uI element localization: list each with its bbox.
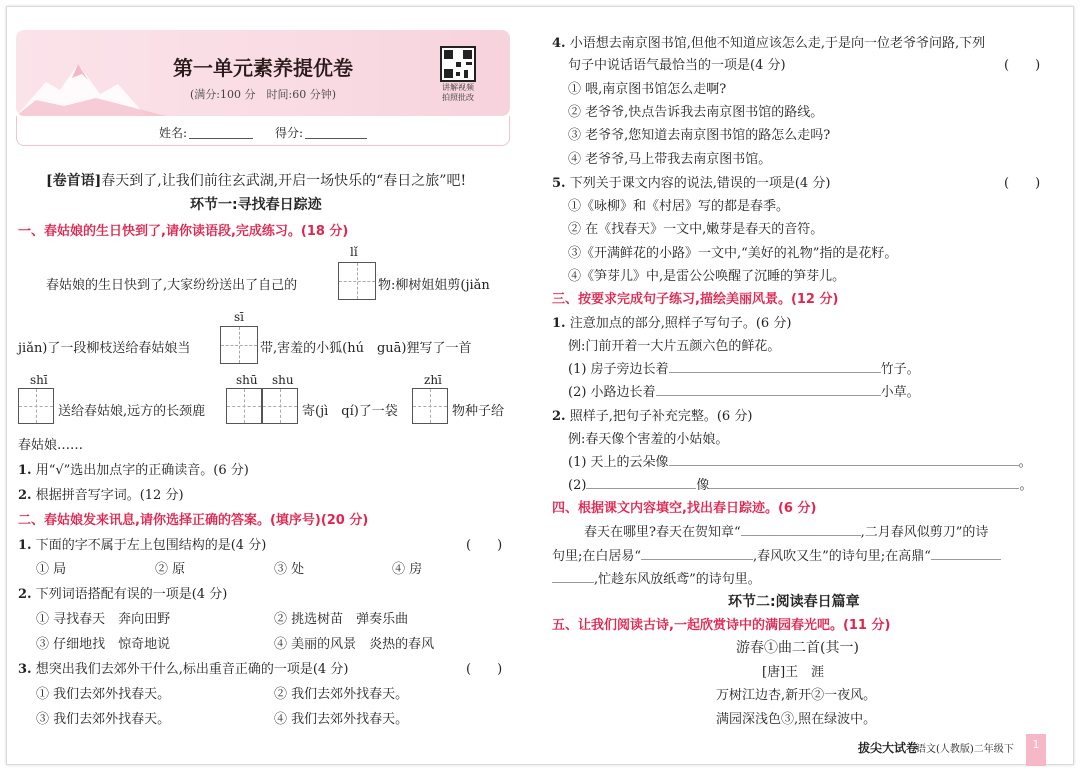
passage-line: 送给春姑娘,远方的长颈鹿: [58, 404, 206, 419]
pinyin: shū: [236, 373, 258, 387]
question: [552, 405, 752, 424]
question-number: 1.: [18, 463, 32, 478]
option[interactable]: ③ 我们去郊外找春天。: [36, 712, 171, 727]
question-text: 根据拼音写字词。(12 分): [35, 488, 184, 503]
option[interactable]: ① 喂,南京图书馆怎么走啊?: [568, 82, 727, 97]
option[interactable]: ② 我们去郊外找春天。: [274, 687, 409, 702]
answer-blank[interactable]: [709, 477, 1019, 489]
question-number: 1.: [552, 316, 566, 331]
passage-line: 物种子给: [452, 404, 505, 419]
question: [18, 583, 227, 602]
option[interactable]: ①《咏柳》和《村居》写的都是春季。: [568, 199, 790, 214]
option[interactable]: ④ 美丽的风景 炎热的春风: [274, 637, 435, 652]
option[interactable]: ② 在《找春天》一文中,嫩芽是春天的音符。: [568, 222, 824, 237]
answer-box[interactable]: [18, 388, 54, 424]
passage-line: 春姑娘的生日快到了,大家纷纷送出了自己的: [46, 278, 298, 293]
fill-line: [568, 381, 920, 400]
fill-mid: ,春风吹又生”的诗句里;在高鼎“: [753, 549, 931, 564]
fill-suffix: 。: [1019, 478, 1033, 493]
option[interactable]: ③ 处: [274, 562, 305, 577]
page-title: 第一单元素养提优卷: [173, 56, 353, 80]
question-text: 注意加点的部分,照样子写句子。(6 分): [569, 316, 792, 331]
option[interactable]: ② 老爷爷,快点告诉我去南京图书馆的路线。: [568, 105, 824, 120]
option[interactable]: ④ 老爷爷,马上带我去南京图书馆。: [568, 152, 772, 167]
name-field[interactable]: [189, 125, 253, 139]
question-number: 1.: [18, 538, 32, 553]
exam-meta: (满分:100 分 时间:60 分钟): [190, 88, 336, 101]
section-heading: 二、春姑娘发来讯息,请你选择正确的答案。(填序号)(20 分): [18, 513, 369, 528]
answer-paren[interactable]: ( ): [466, 538, 503, 553]
question-text: 下列关于课文内容的说法,错误的一项是(4 分): [569, 176, 831, 191]
fill-suffix: ,二月春风似剪刀”的诗: [860, 525, 989, 540]
fill-prefix: (2) 小路边长着: [568, 385, 656, 400]
section-title-2: 环节二:阅读春日篇章: [728, 594, 860, 610]
name-label: 姓名:: [159, 126, 188, 140]
fill-line: [552, 568, 761, 587]
intro: [46, 170, 466, 190]
question: [18, 484, 184, 503]
section-heading: 四、根据课文内容填空,找出春日踪迹。(6 分): [552, 501, 817, 516]
fill-line: [568, 358, 920, 377]
pinyin: sī: [234, 310, 244, 324]
passage-line: 物:柳树姐姐剪(jiǎn: [378, 278, 490, 293]
score-field[interactable]: [305, 125, 367, 139]
header-banner: [16, 30, 510, 116]
passage-line: 春姑娘……: [18, 438, 84, 453]
answer-box[interactable]: [338, 262, 376, 300]
section-heading: 一、春姑娘的生日快到了,请你读语段,完成练习。(18 分): [18, 224, 349, 239]
question-number: 4.: [552, 36, 566, 51]
fill-suffix: 竹子。: [880, 362, 920, 377]
answer-box[interactable]: [412, 388, 448, 424]
answer-box[interactable]: [226, 388, 262, 424]
fill-line: [568, 474, 1032, 493]
fill-prefix: 春天在哪里?春天在贺知章“: [584, 525, 741, 540]
fill-line: [584, 521, 988, 540]
question: [552, 32, 985, 51]
footer-brand: 拔尖大试卷: [858, 741, 919, 755]
question-text: 下面的字不属于左上包围结构的是(4 分): [35, 538, 267, 553]
footer-text: 语文(人教版)二年级下: [916, 744, 1014, 755]
answer-blank[interactable]: [586, 477, 696, 489]
fill-line: [568, 451, 1032, 470]
question-text: 想突出我们去郊外干什么,标出重音正确的一项是(4 分): [35, 662, 349, 677]
poem-author: [唐]王 涯: [762, 665, 825, 680]
poem-title: 游春①曲二首(其一): [736, 640, 859, 656]
option[interactable]: ③ 仔细地找 惊奇地说: [36, 637, 171, 652]
example: 例:春天像个害羞的小姑娘。: [568, 432, 729, 447]
question-text: 小语想去南京图书馆,但他不知道应该怎么走,于是向一位老爷爷问路,下列: [569, 36, 986, 51]
section-heading: 五、让我们阅读古诗,一起欣赏诗中的满园春光吧。(11 分): [552, 618, 891, 633]
poem-line: 满园深浅色③,照在绿波中。: [716, 712, 877, 727]
question-number: 3.: [18, 662, 32, 677]
fill-prefix: (1) 房子旁边长着: [568, 362, 669, 377]
passage-line: jiǎn)了一段柳枝送给春姑娘当: [18, 341, 191, 356]
question-number: 2.: [18, 587, 32, 602]
option[interactable]: ② 原: [155, 562, 186, 577]
option[interactable]: ④ 我们去郊外找春天。: [274, 712, 409, 727]
qr-code-icon[interactable]: [440, 46, 476, 82]
fill-suffix: ,忙趁东风放纸鸢”的诗句里。: [594, 572, 761, 587]
pinyin: shī: [30, 373, 48, 387]
option[interactable]: ③《开满鲜花的小路》一文中,“美好的礼物”指的是花籽。: [568, 246, 898, 261]
qr-label: 讲解视频 拍照批改: [442, 83, 474, 102]
option[interactable]: ② 挑选树苗 弹奏乐曲: [274, 612, 409, 627]
question-number: 5.: [552, 176, 566, 191]
score-label: 得分:: [275, 126, 304, 140]
answer-blank[interactable]: [669, 454, 1019, 466]
pinyin: zhī: [424, 373, 442, 387]
question: [18, 658, 348, 677]
intro-tag: [卷首语]: [46, 173, 102, 189]
fill-mid: 像: [696, 478, 710, 493]
intro-text: 春天到了,让我们前往玄武湖,开启一场快乐的“春日之旅”吧!: [101, 173, 467, 189]
question-text: 照样子,把句子补充完整。(6 分): [569, 409, 753, 424]
fill-prefix: (1) 天上的云朵像: [568, 455, 669, 470]
option[interactable]: ④《笋芽儿》中,是雷公公唤醒了沉睡的笋芽儿。: [568, 269, 846, 284]
answer-blank[interactable]: [931, 548, 1001, 560]
poem-line: 万树江边杏,新开②一夜风。: [716, 688, 877, 703]
example: 例:门前开着一大片五颜六色的鲜花。: [568, 339, 781, 354]
answer-box[interactable]: [220, 326, 258, 364]
question: [18, 459, 249, 478]
question: [552, 312, 791, 331]
fill-suffix: 小草。: [880, 385, 920, 400]
option[interactable]: ① 寻找春天 奔向田野: [36, 612, 171, 627]
option[interactable]: ④ 房: [392, 562, 423, 577]
passage-line: 带,害羞的小狐(hú guā)狸写了一首: [260, 341, 472, 356]
answer-paren[interactable]: ( ): [466, 662, 503, 677]
pinyin: lǐ: [350, 245, 358, 259]
fill-prefix: 句里;在白居易“: [552, 549, 642, 564]
option[interactable]: ① 局: [36, 562, 67, 577]
answer-blank[interactable]: [552, 571, 594, 583]
pinyin: shu: [272, 373, 294, 387]
answer-blank[interactable]: [641, 548, 753, 560]
option[interactable]: ③ 老爷爷,您知道去南京图书馆的路怎么走吗?: [568, 128, 831, 143]
answer-blank[interactable]: [669, 361, 881, 373]
section-heading: 三、按要求完成句子练习,描绘美丽风景。(12 分): [552, 292, 839, 307]
option[interactable]: ① 我们去郊外找春天。: [36, 687, 171, 702]
answer-paren[interactable]: ( ): [1004, 58, 1041, 73]
question-text: 下列词语搭配有误的一项是(4 分): [35, 587, 228, 602]
info-bar: [16, 116, 510, 146]
question: [552, 172, 830, 191]
question-text: 用“√”选出加点字的正确读音。(6 分): [35, 463, 249, 478]
question-number: 2.: [18, 488, 32, 503]
question: [18, 534, 266, 553]
section-title-1: 环节一:寻找春日踪迹: [190, 197, 322, 213]
answer-blank[interactable]: [741, 524, 861, 536]
fill-line: [552, 545, 1001, 564]
question-number: 2.: [552, 409, 566, 424]
answer-blank[interactable]: [656, 384, 881, 396]
answer-paren[interactable]: ( ): [1004, 176, 1041, 191]
fill-prefix: (2): [568, 478, 587, 493]
answer-box[interactable]: [262, 388, 298, 424]
page-number: 1: [1026, 734, 1046, 766]
question-text: 句子中说话语气最恰当的一项是(4 分): [568, 58, 786, 73]
fill-suffix: 。: [1018, 455, 1032, 470]
passage-line: 寄(jì qí)了一袋: [302, 404, 398, 419]
